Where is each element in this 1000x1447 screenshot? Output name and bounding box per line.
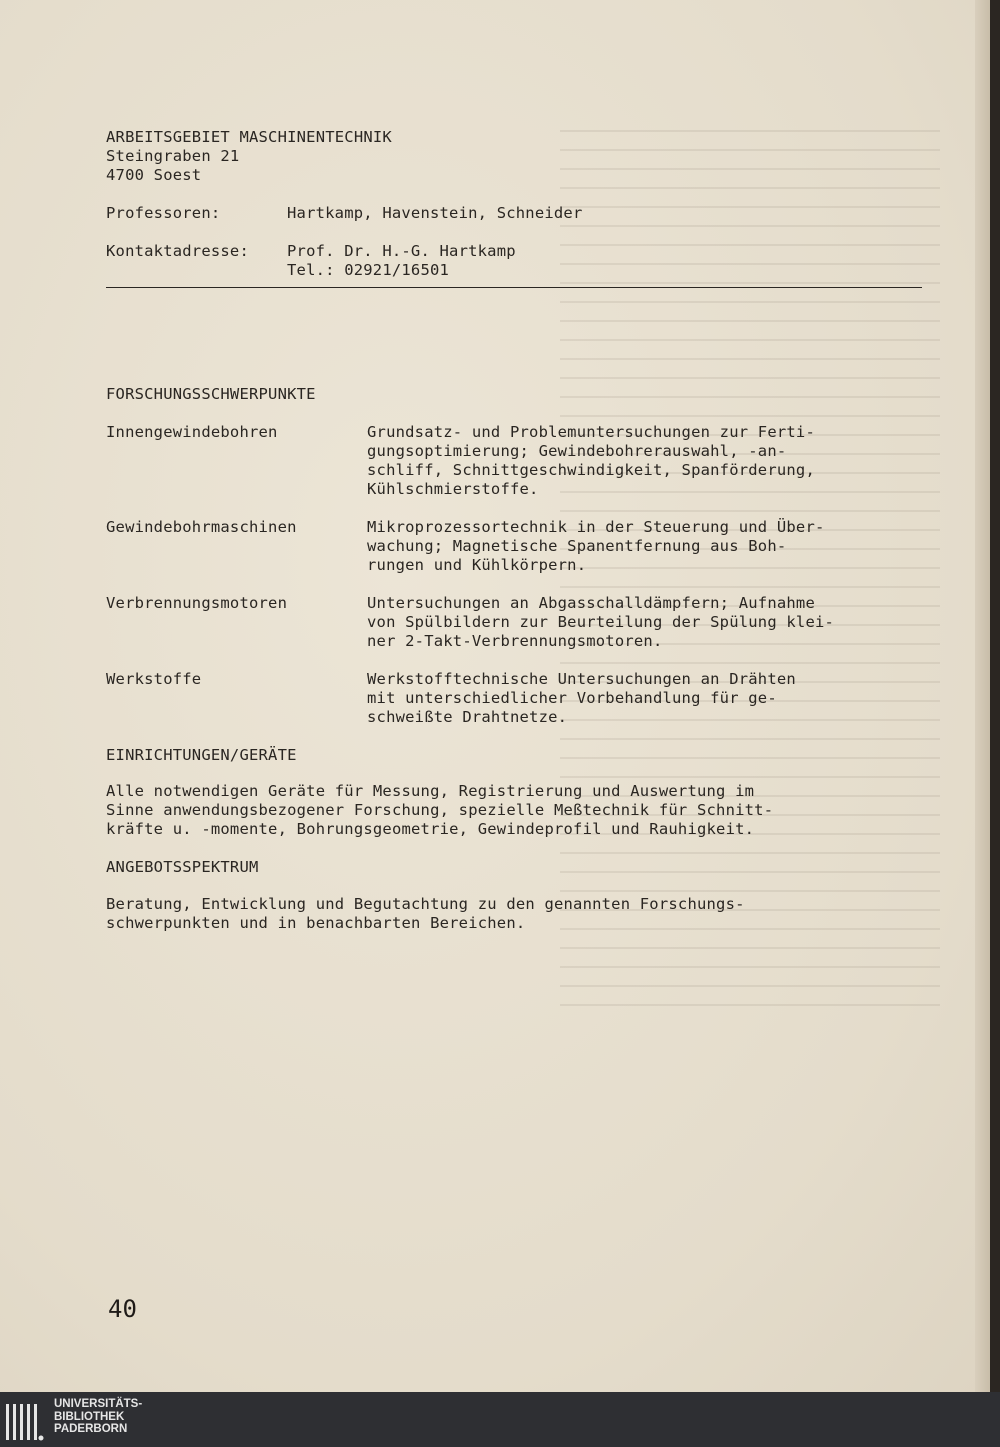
research-heading: FORSCHUNGSSCHWERPUNKTE [106,385,316,403]
library-logo-icon [5,1400,47,1442]
offer-heading: ANGEBOTSSPEKTRUM [106,858,259,876]
research-topic: Verbrennungsmotoren [106,594,288,612]
library-footer [0,1392,1000,1447]
research-line: Mikroprozessortechnik in der Steuerung und Über- [367,518,825,536]
equipment-line: kräfte u. -momente, Bohrungsgeometrie, Gewindeprofil und Rauhigkeit. [106,820,755,838]
equipment-line: Sinne anwendungsbezogener Forschung, spezielle Meßtechnik für Schnitt- [106,801,774,819]
library-name-line: PADERBORN [54,1423,128,1435]
city: 4700 Soest [106,166,202,184]
research-line: Werkstofftechnische Untersuchungen an Drähten [367,670,796,688]
page-edge [975,0,990,1392]
research-line: von Spülbildern zur Beurteilung der Spülung klei- [367,613,835,631]
contact-tel: Tel.: 02921/16501 [287,261,450,279]
professors-label: Professoren: [106,204,221,222]
research-line: gungsoptimierung; Gewindebohrerauswahl, -an- [367,442,787,460]
research-line: wachung; Magnetische Spanentfernung aus Boh- [367,537,787,555]
bleed-through-texture [560,120,940,1020]
library-name-line: BIBLIOTHEK [54,1410,125,1423]
offer-line: schwerpunkten und in benachbarten Bereichen. [106,914,526,932]
research-line: Grundsatz- und Problemuntersuchungen zur Ferti- [367,423,815,441]
research-line: Untersuchungen an Abgasschalldämpfern; Aufnahme [367,594,815,612]
research-line: mit unterschiedlicher Vorbehandlung für ge- [367,689,777,707]
equipment-heading: EINRICHTUNGEN/GERÄTE [106,746,297,764]
page-number: 40 [108,1295,137,1323]
research-topic: Innengewindebohren [106,423,278,441]
offer-line: Beratung, Entwicklung und Begutachtung zu den genannten Forschungs- [106,895,745,913]
library-name-line: UNIVERSITÄTS- [54,1398,143,1410]
library-name [54,1398,142,1436]
research-line: schliff, Schnittgeschwindigkeit, Spanförderung, [367,461,815,479]
contact-name: Prof. Dr. H.-G. Hartkamp [287,242,516,260]
research-topic: Werkstoffe [106,670,202,688]
contact-label: Kontaktadresse: [106,242,249,260]
research-line: Kühlschmierstoffe. [367,480,539,498]
research-line: rungen und Kühlkörpern. [367,556,587,574]
equipment-line: Alle notwendigen Geräte für Messung, Registrierung und Auswertung im [106,782,755,800]
research-topic: Gewindebohrmaschinen [106,518,297,536]
research-line: ner 2-Takt-Verbrennungsmotoren. [367,632,663,650]
binding-shadow [990,0,1000,1392]
research-line: schweißte Drahtnetze. [367,708,568,726]
area-title: ARBEITSGEBIET MASCHINENTECHNIK [106,128,392,146]
professors-names: Hartkamp, Havenstein, Schneider [287,204,583,222]
street: Steingraben 21 [106,147,240,165]
header-divider [106,287,922,288]
